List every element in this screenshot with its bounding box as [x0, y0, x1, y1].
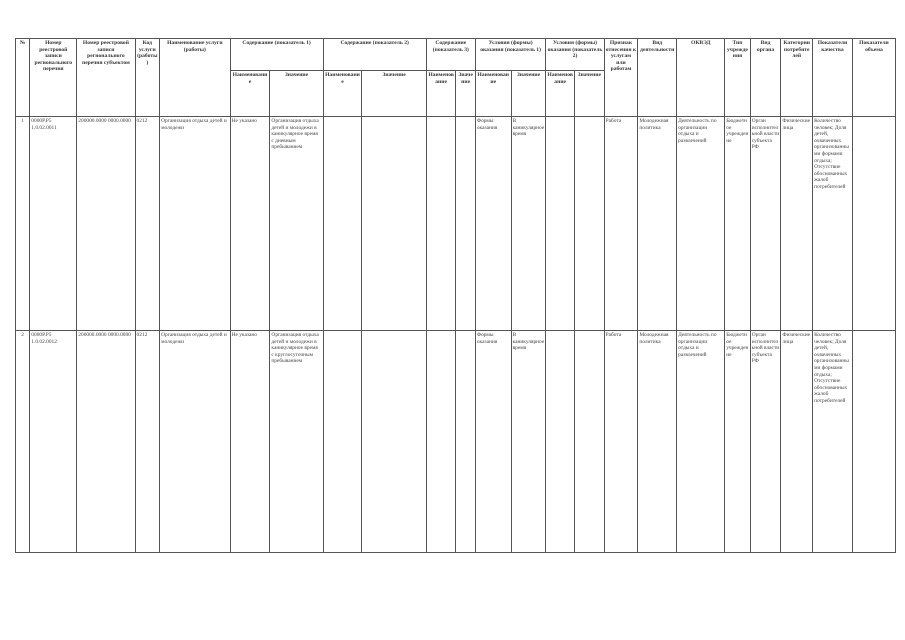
cell-num: 1 [16, 117, 30, 331]
header-category: Категории потребителей [781, 39, 813, 117]
cell-indicators: Количество человек; Доля детей, охваченных организованными формами отдыха; Отсутствие обоснованных жалоб потребителей [813, 331, 853, 553]
cell-activity: Молодежная политика [638, 331, 677, 553]
header-cond2-value: Значение [574, 71, 604, 117]
cell-cond1-value: В каникулярное время [511, 331, 546, 553]
cell-cond1-value: В каникулярное время [511, 117, 546, 331]
cell-content1-value: Организация отдыха детей и молодежи в каникулярное время с дневным пребыванием [270, 117, 323, 331]
cell-authority: Орган исполнительной власти субъекта РФ [750, 331, 781, 553]
cell-volume [852, 117, 895, 331]
cell-content3-name [426, 331, 456, 553]
cell-activity: Молодежная политика [638, 117, 677, 331]
cell-indicators: Количество человек; Доля детей, охваченных организованными формами отдыха; Отсутствие обоснованных жалоб потребителей [813, 117, 853, 331]
header-content3-value: Значение [456, 71, 475, 117]
header-content3-name: Наименование [426, 71, 456, 117]
cell-content3-value [456, 331, 475, 553]
cell-okved: Деятельность по организации отдыха и развлечений [677, 331, 725, 553]
header-content2-value: Значение [362, 71, 426, 117]
header-cond2-name: Наименование [546, 71, 575, 117]
cell-category: Физические лица [781, 331, 813, 553]
cell-type: Бюджетное учреждение [725, 117, 751, 331]
header-cond1-value: Значение [511, 71, 546, 117]
cell-content2-value [362, 331, 426, 553]
header-volume: Показатели объема [852, 39, 895, 117]
header-content3: Содержание (показатель 3) [426, 39, 475, 71]
registry-table [15, 38, 896, 553]
cell-name: Организация отдыха детей и молодежи [160, 331, 231, 553]
header-content1-value: Значение [270, 71, 323, 117]
header-okved: ОКВЭД [677, 39, 725, 117]
cell-content1-name: Не указано [230, 117, 270, 331]
cell-reg-unique: 200000.0000 0000.0000 [77, 117, 135, 331]
cell-category: Физические лица [781, 117, 813, 331]
cell-cond2-value [574, 331, 604, 553]
cell-type: Бюджетное учреждение [725, 331, 751, 553]
header-code: Код услуги (работы) [135, 39, 160, 117]
header-row-top [16, 39, 896, 71]
header-cond2: Условия (формы) оказания (показатель 2) [546, 39, 604, 71]
cell-content3-value [456, 117, 475, 331]
header-content2-name: Наименование [323, 71, 362, 117]
cell-content2-value [362, 117, 426, 331]
table-row [16, 331, 896, 553]
header-content1-name: Наименование [230, 71, 270, 117]
cell-content1-name: Не указано [230, 331, 270, 553]
cell-cond2-name [546, 117, 575, 331]
cell-cond1-name: Формы оказания [475, 331, 511, 553]
header-name: Наименование услуги (работы) [160, 39, 231, 117]
header-reg-number: Номер реестровой записи регионального перечня [30, 39, 77, 117]
header-content1: Содержание (показатель 1) [230, 39, 323, 71]
cell-okved: Деятельность по организации отдыха и развлечений [677, 117, 725, 331]
header-cond1: Условия (формы) оказания (показатель 1) [475, 39, 546, 71]
cell-cond1-name: Формы оказания [475, 117, 511, 331]
header-activity: Вид деятельности [638, 39, 677, 117]
registry-page [15, 38, 896, 553]
cell-reg-number: 0000Р.Р5 1.0.02.0012 [30, 331, 77, 553]
header-type: Тип учреждения [725, 39, 751, 117]
header-sign: Признак отнесения к услугам или работам [604, 39, 638, 117]
cell-sign: Работа [604, 331, 638, 553]
cell-content1-value: Организация отдыха детей и молодежи в каникулярное время с круглосуточным пребыванием [270, 331, 323, 553]
cell-authority: Орган исполнительной власти субъекта РФ [750, 117, 781, 331]
cell-content2-name [323, 331, 362, 553]
header-cond1-name: Наименование [475, 71, 511, 117]
header-reg-unique: Номер реестровой записи регионального перечня субъектом [77, 39, 135, 117]
header-num: № [16, 39, 30, 117]
cell-reg-unique: 200000.0000 0000.0000 [77, 331, 135, 553]
cell-reg-number: 0000Р.Р5 1.0.02.0011 [30, 117, 77, 331]
header-content2: Содержание (показатель 2) [323, 39, 426, 71]
cell-cond2-value [574, 117, 604, 331]
table-row [16, 117, 896, 331]
cell-cond2-name [546, 331, 575, 553]
cell-code: 0212 [135, 117, 160, 331]
cell-content2-name [323, 117, 362, 331]
cell-sign: Работа [604, 117, 638, 331]
header-authority: Вид органа [750, 39, 781, 117]
cell-name: Организация отдыха детей и молодежи [160, 117, 231, 331]
cell-content3-name [426, 117, 456, 331]
cell-num: 2 [16, 331, 30, 553]
cell-code: 0212 [135, 331, 160, 553]
header-indicators: Показатели качества [813, 39, 853, 117]
cell-volume [852, 331, 895, 553]
